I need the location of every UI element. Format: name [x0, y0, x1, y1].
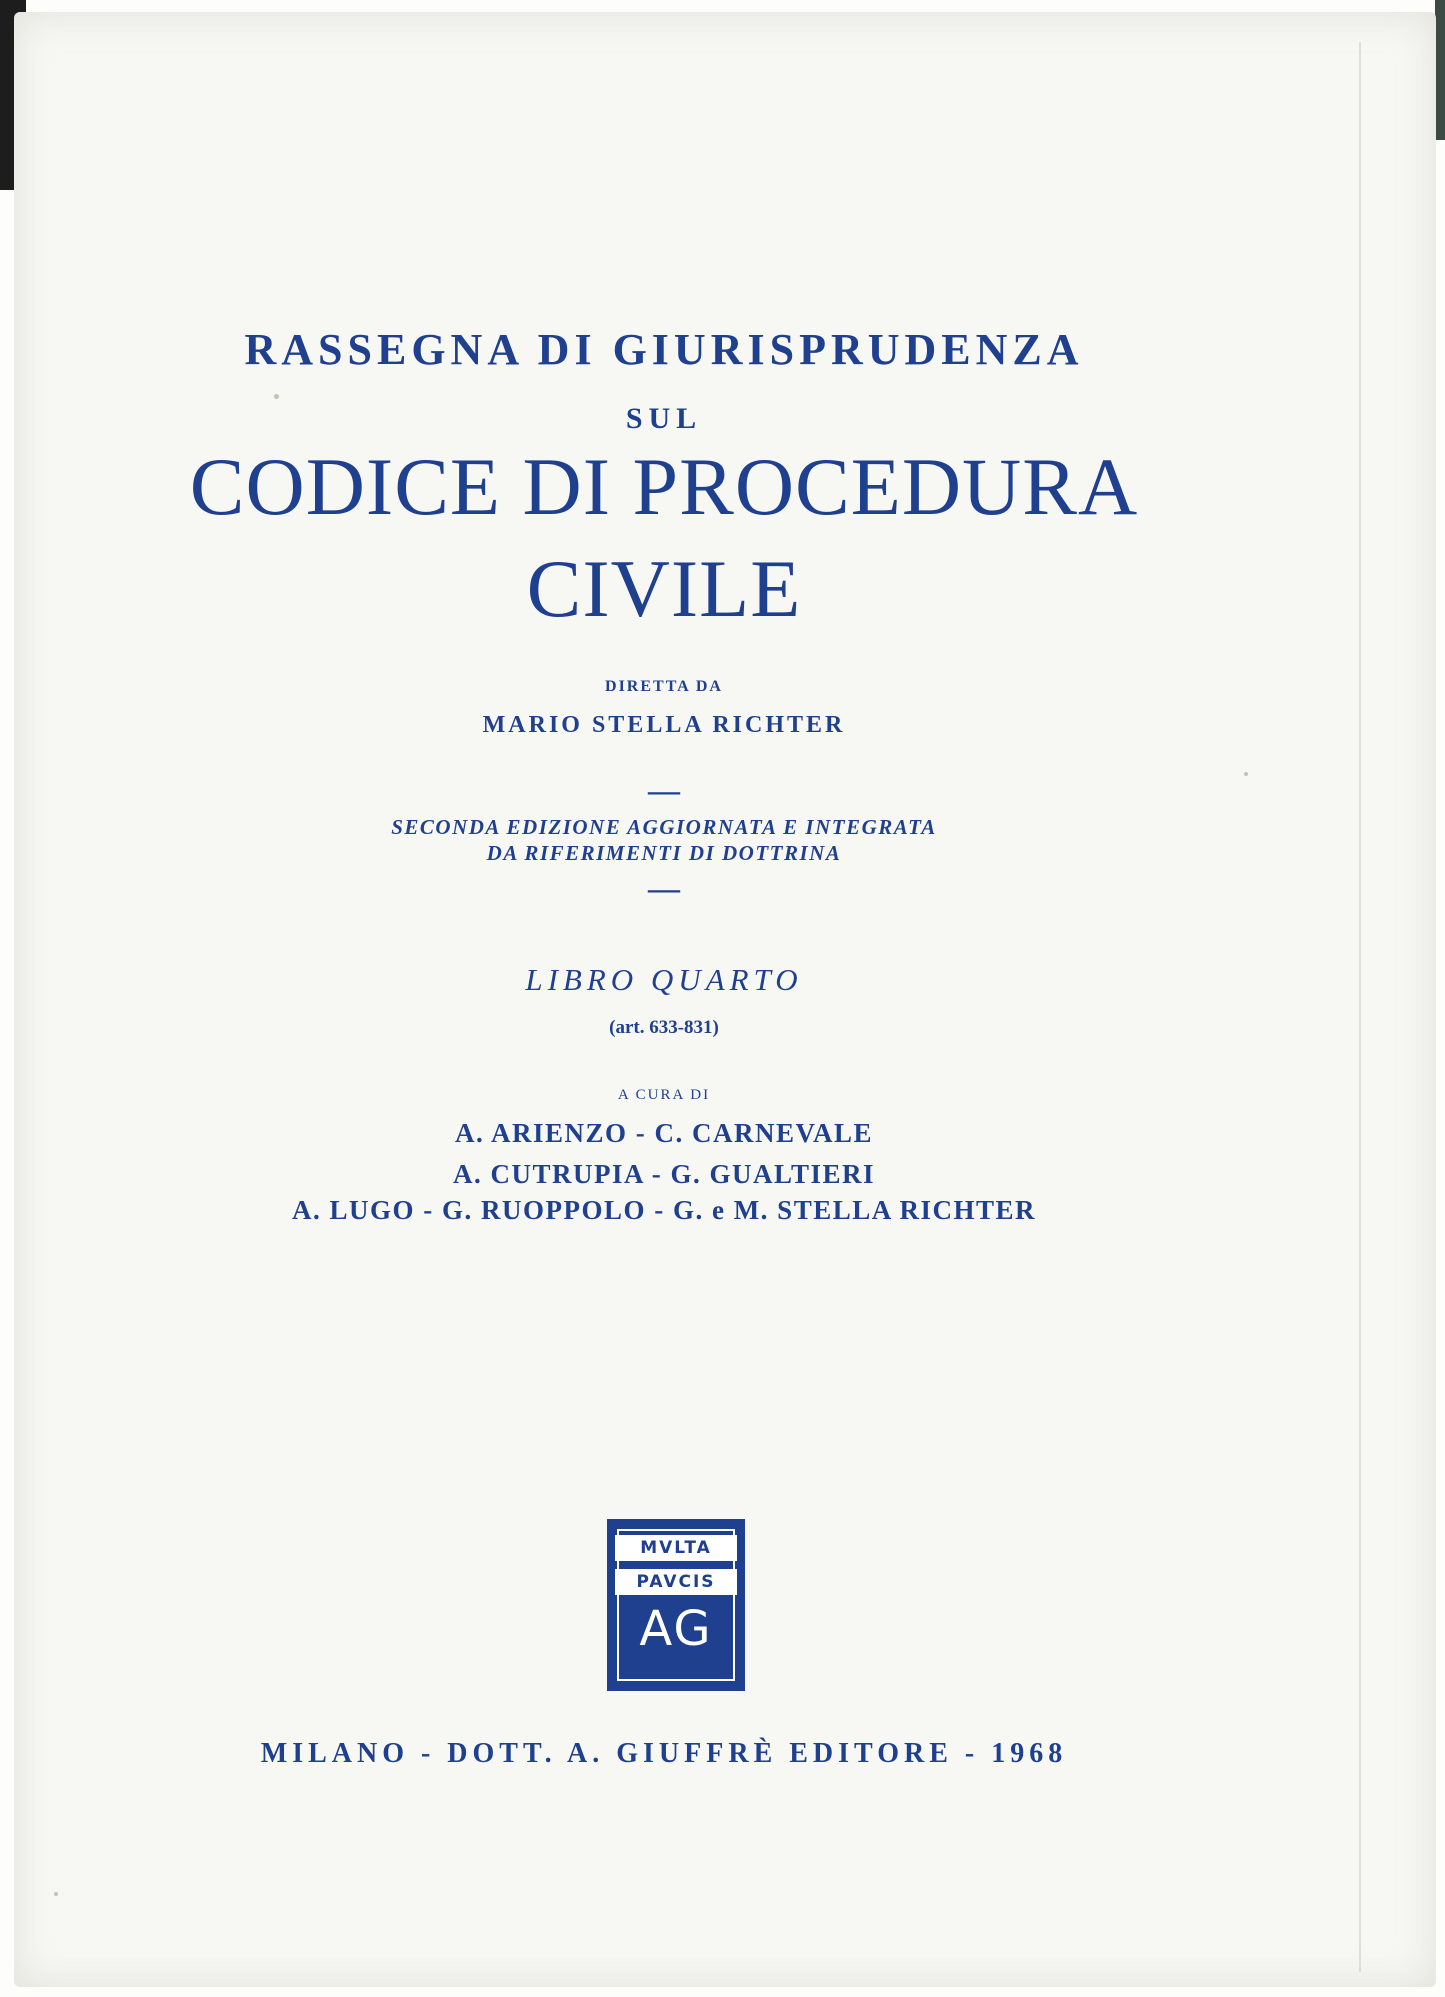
logo-motto-line-2: PAVCIS — [615, 1569, 737, 1595]
paper-speck — [274, 394, 279, 399]
article-range: (art. 633-831) — [609, 1017, 719, 1038]
director-name: MARIO STELLA RICHTER — [482, 712, 846, 738]
jacket-crease — [1359, 42, 1361, 1972]
publisher-logo — [607, 1519, 745, 1691]
main-title-line-2: CIVILE — [526, 543, 802, 634]
volume-title: LIBRO QUARTO — [525, 962, 803, 997]
paper-speck — [54, 1892, 58, 1896]
paper-speck — [1244, 772, 1248, 776]
dust-jacket — [14, 12, 1436, 1987]
authors-line-1: A. ARIENZO - C. CARNEVALE — [454, 1118, 874, 1148]
publisher-imprint: MILANO - DOTT. A. GIUFFRÈ EDITORE - 1968 — [260, 1738, 1068, 1769]
edited-by-label: A CURA DI — [617, 1087, 711, 1103]
authors-line-3: A. LUGO - G. RUOPPOLO - G. e M. STELLA RICHTER — [291, 1195, 1037, 1225]
directed-by-label: DIRETTA DA — [605, 678, 723, 695]
series-connector: SUL — [625, 402, 703, 435]
separator-dash: — — [648, 772, 680, 808]
logo-motto-line-1: MVLTA — [615, 1535, 737, 1561]
logo-initials: AG — [639, 1601, 713, 1657]
edition-note-line-1: SECONDA EDIZIONE AGGIORNATA E INTEGRATA — [391, 815, 937, 839]
main-title-line-1: CODICE DI PROCEDURA — [189, 441, 1139, 532]
separator-dash-2: — — [648, 870, 680, 906]
edition-note-line-2: DA RIFERIMENTI DI DOTTRINA — [486, 841, 842, 865]
authors-line-2: A. CUTRUPIA - G. GUALTIERI — [452, 1159, 876, 1189]
series-title: RASSEGNA DI GIURISPRUDENZA — [244, 325, 1084, 374]
spine-edge — [1435, 0, 1445, 140]
